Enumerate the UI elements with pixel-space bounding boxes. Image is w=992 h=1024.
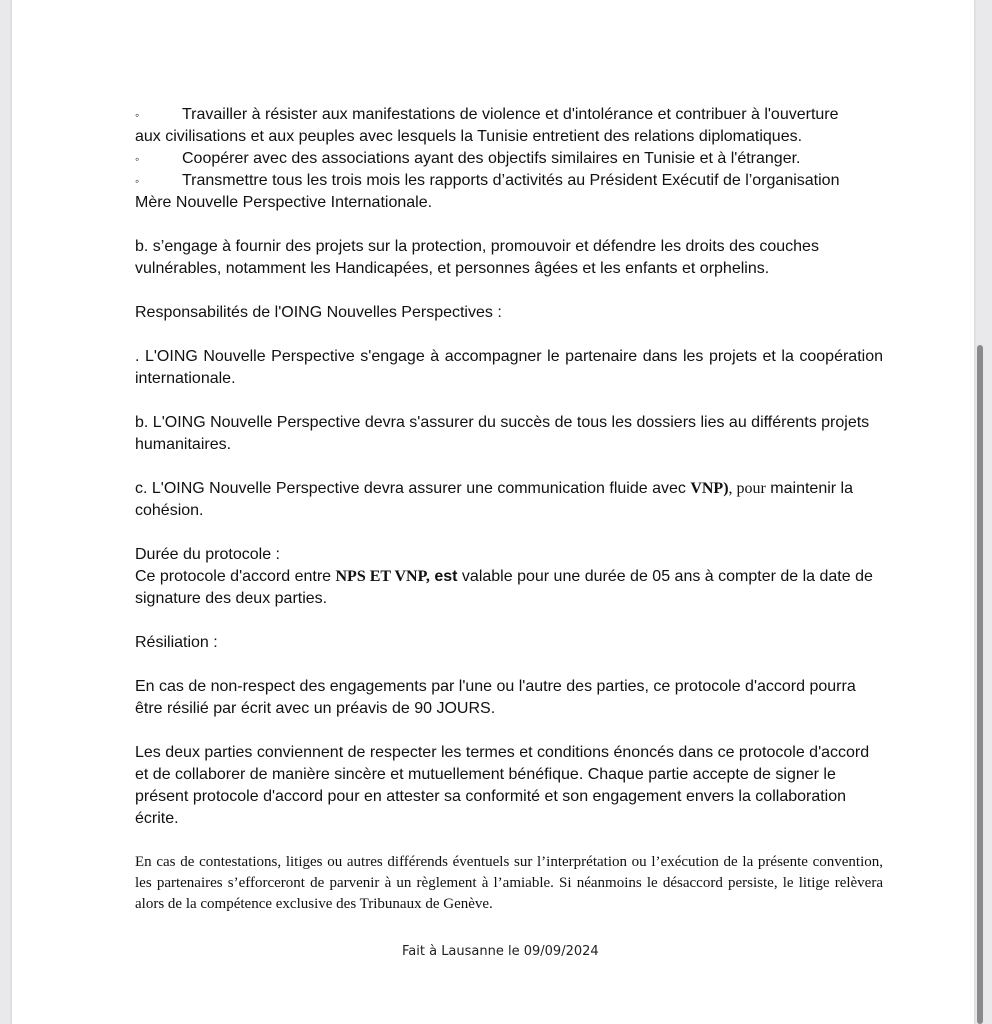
bullet-item <box>135 148 883 170</box>
responsibility-c-mid: , pour <box>728 480 766 497</box>
bullet-marker: ◦ <box>135 152 140 166</box>
responsibility-b: b. L'OING Nouvelle Perspective devra s'assurer du succès de tous les dossiers lies au différents projets humanitaires. <box>135 414 870 453</box>
responsibility-a: . L'OING Nouvelle Perspective s'engage à accompagner le partenaire dans les projets et la coopération internationale. <box>135 348 883 387</box>
bullet-marker: ◦ <box>135 108 140 122</box>
document-page <box>12 0 974 1024</box>
responsibilities-heading: Responsabilités de l'OING Nouvelles Perspectives : <box>135 304 502 321</box>
paragraph-b: b. s’engage à fournir des projets sur la protection, promouvoir et défendre les droits des couches vulnérables, notamment les Handicapées, et personnes âgées et les enfants et orphelins. <box>135 238 819 277</box>
document-body <box>135 104 883 915</box>
signature-place-date: Fait à Lausanne le 09/09/2024 <box>402 944 599 959</box>
vertical-scrollbar[interactable] <box>977 345 983 1024</box>
agreement-paragraph: Les deux parties conviennent de respecter les termes et conditions énoncés dans ce protocole d'accord et de collaborer de manière sincère et mutuellement bénéfique. Chaque partie accepte de signer le présent protocole d'accord pour en attester sa conformité et son engagement envers la collaboration écrite. <box>135 744 870 827</box>
bullet-text: Coopérer avec des associations ayant des objectifs similaires en Tunisie et à l'étranger. <box>182 150 801 167</box>
bullet-text: Transmettre tous les trois mois les rapports d’activités au Président Exécutif de l’organisation <box>182 172 840 189</box>
duration-heading: Durée du protocole : <box>135 546 280 563</box>
disputes-paragraph: En cas de contestations, litiges ou autres différends éventuels sur l’interprétation ou l’exécution de la présente convention, les partenaires s’efforceront de parvenir à un règlement à l’amiable. Si néanmoins le désaccord persiste, le litige relèvera alors de la compétence exclusive des Tribunaux de Genève. <box>135 854 883 912</box>
duration-text-end: valable pour une durée de 05 ans à compter de la date de signature des deux parties. <box>135 568 873 607</box>
responsibility-c <box>135 478 883 522</box>
responsibility-c-bold: VNP) <box>690 480 729 497</box>
duration-text <box>135 566 883 610</box>
bullet-item <box>135 170 883 214</box>
bullet-text-continued: aux civilisations et aux peuples avec lesquels la Tunisie entretient des relations diplomatiques. <box>135 128 803 145</box>
duration-text-start: Ce protocole d'accord entre <box>135 568 336 585</box>
termination-text: En cas de non-respect des engagements par l'une ou l'autre des parties, ce protocole d'accord pourra être résilié par écrit avec un préavis de 90 JOURS. <box>135 678 856 717</box>
bullet-text: Travailler à résister aux manifestations de violence et d'intolérance et contribuer à l'ouverture <box>182 106 839 123</box>
responsibility-c-end: maintenir la cohésion. <box>135 480 854 519</box>
termination-heading: Résiliation : <box>135 634 218 651</box>
bullet-item <box>135 104 883 148</box>
responsibility-c-text: c. L'OING Nouvelle Perspective devra assurer une communication fluide avec <box>135 480 691 497</box>
duration-parties-bold: NPS ET VNP, <box>335 568 430 585</box>
bullet-marker: ◦ <box>135 174 140 188</box>
bullet-text-continued: Mère Nouvelle Perspective Internationale. <box>135 194 433 211</box>
duration-est-bold: est <box>429 568 458 585</box>
